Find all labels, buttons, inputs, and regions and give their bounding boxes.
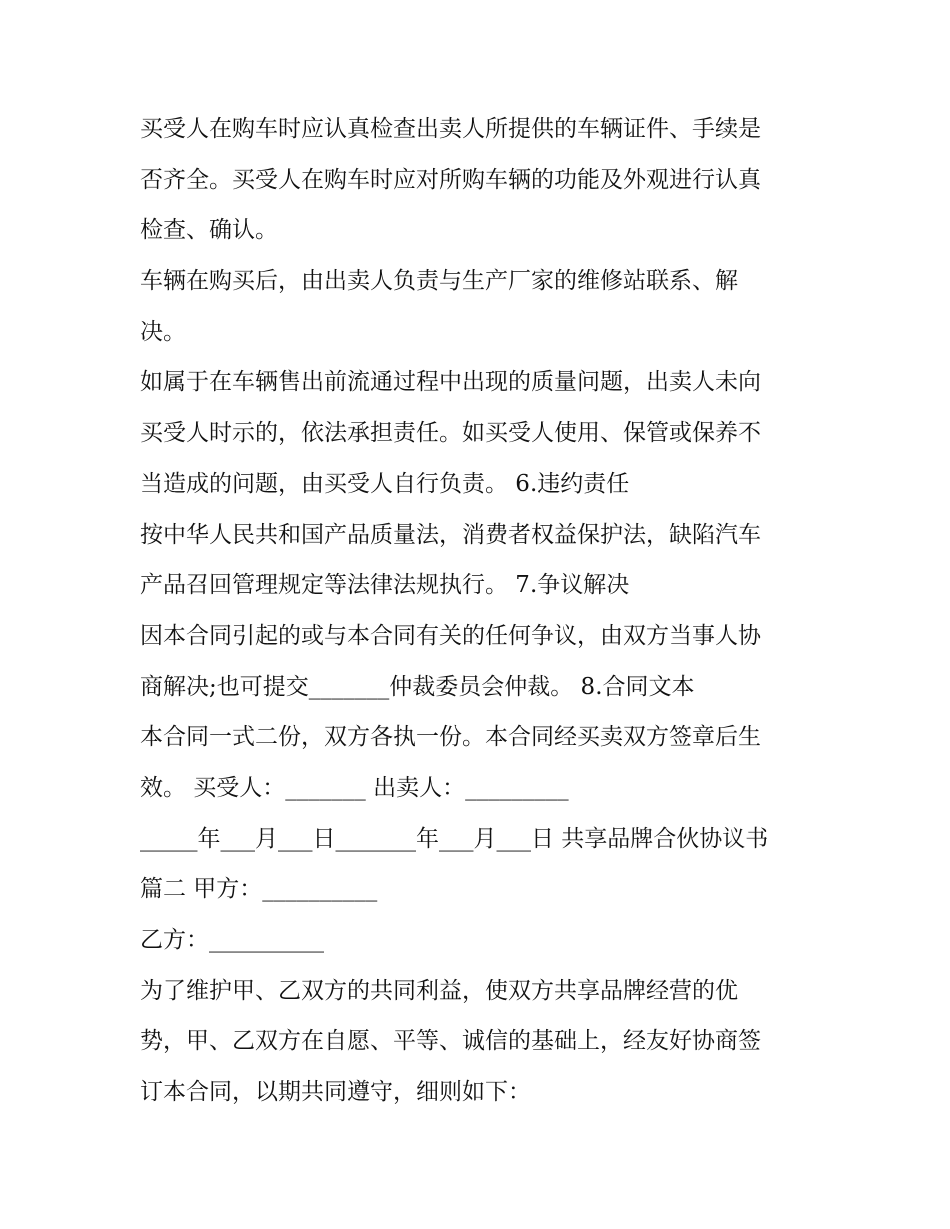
text-line: _____年___月___日_______年___月___日 共享品牌合伙协议书: [140, 825, 769, 852]
text-line: 本合同一式二份，双方各执一份。本合同经买卖双方签章后生: [140, 724, 761, 751]
text-line: 否齐全。买受人在购车时应对所购车辆的功能及外观进行认真: [140, 166, 761, 193]
text-line: 为了维护甲、乙双方的共同利益，使双方共享品牌经营的优: [140, 977, 738, 1004]
text-line: 商解决;也可提交_______仲裁委员会仲裁。 8.合同文本: [140, 673, 695, 700]
text-line: 车辆在购买后，由出卖人负责与生产厂家的维修站联系、解: [140, 268, 738, 295]
text-line: 因本合同引起的或与本合同有关的任何争议，由双方当事人协: [140, 622, 761, 649]
document-body: [140, 104, 820, 1118]
text-line: 如属于在车辆售出前流通过程中出现的质量问题，出卖人未向: [140, 369, 761, 396]
text-line: 决。: [140, 318, 186, 345]
text-line: 效。 买受人：_______ 出卖人：_________: [140, 774, 569, 801]
text-line: 买受人时示的，依法承担责任。如买受人使用、保管或保养不: [140, 420, 761, 447]
text-line: 篇二 甲方：__________: [140, 876, 378, 903]
text-line: 产品召回管理规定等法律法规执行。 7.争议解决: [140, 572, 630, 599]
text-line: 买受人在购车时应认真检查出卖人所提供的车辆证件、手续是: [140, 116, 761, 142]
text-line: 订本合同，以期共同遵守，细则如下：: [140, 1079, 531, 1106]
text-line: 势，甲、乙双方在自愿、平等、诚信的基础上，经友好协商签: [140, 1028, 761, 1055]
text-line: 乙方：__________: [140, 927, 324, 953]
text-line: 检查、确认。: [140, 217, 278, 244]
text-line: 当造成的问题，由买受人自行负责。 6.违约责任: [140, 470, 630, 497]
text-line: 按中华人民共和国产品质量法，消费者权益保护法，缺陷汽车: [140, 521, 761, 548]
